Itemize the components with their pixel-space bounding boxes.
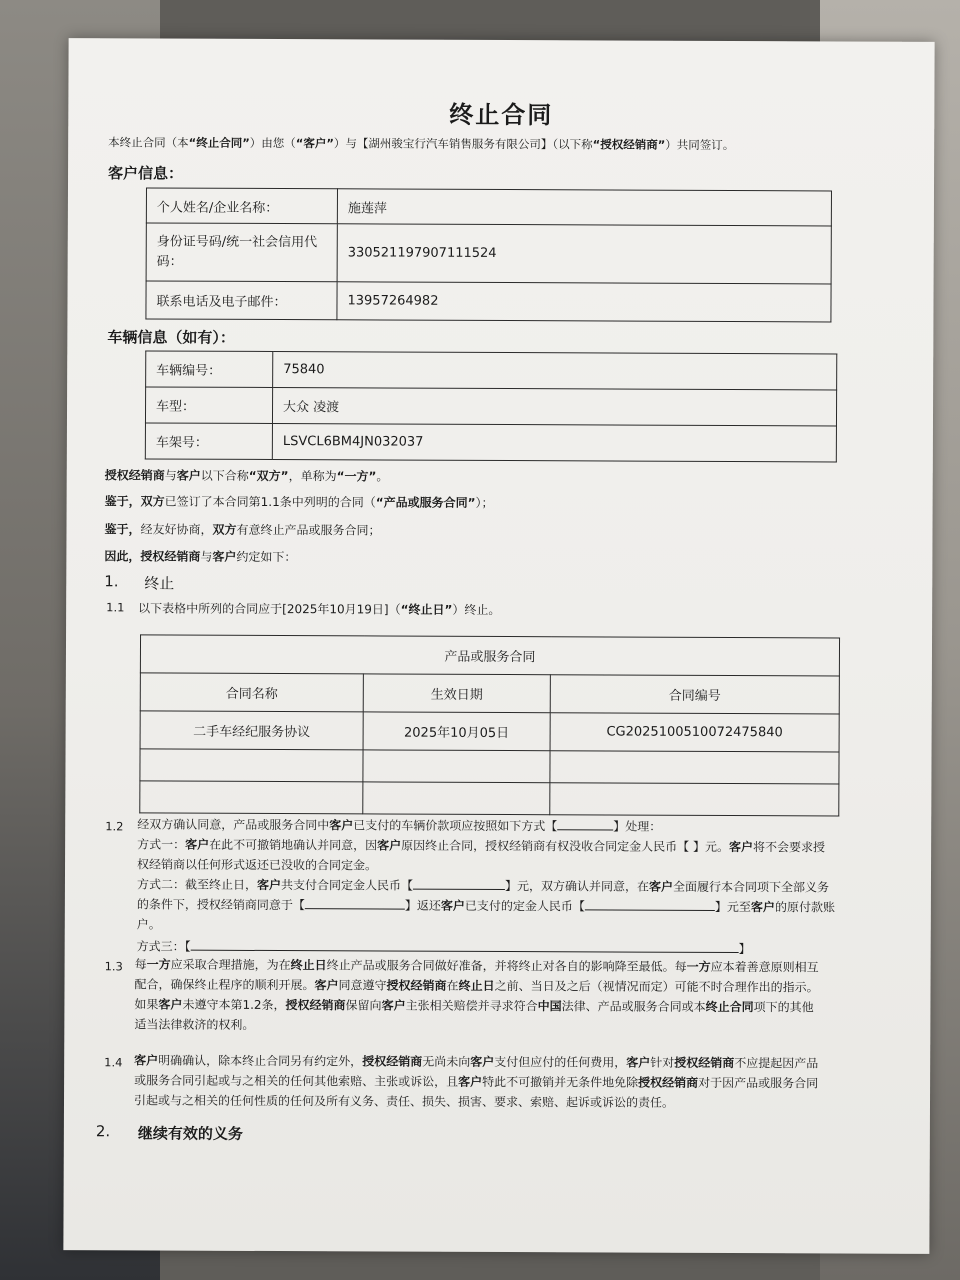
- clause-text: 主张相关赔偿并寻求符合: [405, 998, 538, 1014]
- clause-bold: 客户: [458, 1074, 483, 1089]
- clause-text: 每: [134, 957, 147, 972]
- clause-text: 以下表格中所列的合同应于[2025年10月19日]（: [138, 601, 401, 617]
- clause-text: 】元至: [714, 899, 751, 915]
- recital-text: 经友好协商，: [140, 522, 213, 537]
- recital-text: 约定如下：: [236, 549, 297, 565]
- clause-bold: 客户: [314, 978, 339, 993]
- clause-text: 法律、产品或服务合同或本: [561, 999, 706, 1014]
- clause-text: 经双方确认同意，产品或服务合同中: [137, 817, 330, 833]
- clause-bold: 授权经销商: [638, 1075, 699, 1090]
- customer-name-label: 个人姓名/企业名称：: [146, 188, 337, 224]
- customer-info-table: [145, 187, 832, 322]
- clause-1-1-number: 1.1: [106, 600, 125, 615]
- recital-whereas-2: [104, 520, 380, 538]
- table-row: [145, 423, 836, 462]
- clause-bold: 客户: [470, 1054, 495, 1069]
- clause-1-4-text: [134, 1050, 886, 1113]
- clause-line: 户。: [136, 917, 161, 932]
- recital-parties: [105, 466, 389, 484]
- clause-text: 方式三：【: [136, 939, 191, 954]
- clause-bold: 授权经销商: [362, 1054, 423, 1069]
- clause-bold: 终止合同: [705, 999, 754, 1015]
- cell-contract-number: [550, 751, 839, 784]
- intro-bold: “客户”: [295, 136, 334, 151]
- table-row: [146, 223, 831, 284]
- clause-text: 】: [738, 942, 751, 957]
- customer-name-value: 施莲萍: [337, 189, 831, 226]
- recital-bold: “一方”: [336, 469, 377, 484]
- intro-text: ）由您（: [249, 135, 296, 151]
- table-caption-row: [140, 635, 839, 676]
- table-row: [140, 711, 839, 752]
- recital-bold: 客户: [212, 549, 237, 564]
- clause-1-4-number: 1.4: [104, 1055, 123, 1070]
- column-header-date: 生效日期: [363, 674, 550, 713]
- table-row: [145, 387, 836, 426]
- clause-text: 共支付合同定金人民币【: [280, 878, 414, 893]
- recital-bold: 授权经销商: [104, 468, 165, 483]
- recital-text: 有意终止产品或服务合同；: [236, 522, 381, 538]
- vehicle-model-label: 车型：: [145, 387, 272, 424]
- clause-line: 适当法律救济的权利。: [134, 1017, 255, 1032]
- clause-bold: “终止日”: [400, 602, 453, 617]
- clause-text: 】元，双方确认并同意，在: [504, 879, 650, 894]
- clause-bold: 中国: [537, 999, 562, 1014]
- clause-text: 应本着善意原则相互: [710, 959, 819, 975]
- recital-bold: 双方: [212, 522, 237, 537]
- clause-bold: 一方: [146, 957, 171, 972]
- blank-line: [191, 938, 739, 953]
- column-header-number: 合同编号: [550, 675, 839, 714]
- clause-text: 方式二：截至终止日，: [136, 877, 258, 892]
- recital-bold: “产品或服务合同”: [375, 495, 476, 510]
- clause-text: 将不会要求授: [753, 840, 826, 855]
- clause-text: 明确确认，除本终止合同另有约定外，: [158, 1053, 363, 1069]
- recital-text: 以下合称: [200, 468, 249, 483]
- document-title: 终止合同: [449, 100, 554, 130]
- contract-paper: [63, 38, 934, 1254]
- section-1-number: 1.: [104, 572, 119, 591]
- cell-effective-date: [363, 782, 550, 815]
- recital-bold: “双方”: [248, 468, 289, 484]
- clause-bold: 客户: [329, 818, 354, 833]
- clause-bold: 客户: [377, 838, 402, 853]
- column-header-name: 合同名称: [140, 673, 363, 712]
- clause-bold: 客户: [728, 840, 754, 855]
- recital-text: 。: [376, 469, 389, 484]
- recital-text: 与: [164, 468, 177, 483]
- clause-text: 在此不可撤销地确认并同意，因: [209, 837, 378, 853]
- recital-bold: 鉴于，: [104, 522, 141, 537]
- customer-info-heading: 客户信息：: [108, 164, 184, 183]
- intro-bold: “授权经销商”: [592, 137, 666, 152]
- vehicle-model-value: 大众 凌渡: [272, 388, 836, 426]
- recital-bold: 客户: [176, 468, 201, 483]
- clause-text: 的条件下，授权经销商同意于【: [136, 897, 305, 913]
- clause-line: 权经销商以任何形式返还已没收的合同定金。: [137, 857, 378, 873]
- recital-whereas-1: [105, 492, 494, 511]
- recital-text: ，单称为: [288, 469, 337, 484]
- customer-id-value: 330521197907111524: [337, 224, 831, 284]
- cell-contract-name: [140, 781, 363, 814]
- clause-text: 特此不可撤销并无条件地免除: [482, 1074, 639, 1090]
- clause-1-2-number: 1.2: [105, 819, 124, 834]
- table-row: [146, 188, 831, 226]
- clause-text: 全面履行本合同项下全部义务: [672, 879, 830, 895]
- clause-text: 已支付的定金人民币【: [464, 898, 585, 914]
- clause-text: 方式一：: [137, 837, 186, 852]
- clause-bold: 一方: [686, 959, 711, 974]
- clause-text: 终止产品或服务合同做好准备，并将终止对各自的影响降至最低。每: [326, 958, 687, 974]
- recital-text: 与: [200, 549, 213, 564]
- clause-text: 或服务合同引起或与之相关的任何其他索赔、主张或诉讼，且: [134, 1073, 459, 1089]
- clause-bold: 客户: [750, 900, 775, 915]
- table-header-row: [140, 673, 839, 714]
- clause-bold: 授权经销商: [386, 978, 447, 993]
- blank-line: [585, 897, 715, 911]
- recital-bold: 因此，: [104, 549, 141, 564]
- clause-bold: 客户: [158, 997, 183, 1012]
- clause-text: 在: [446, 978, 459, 993]
- section-1-title: 终止: [144, 574, 175, 593]
- clause-bold: 终止日: [290, 958, 327, 973]
- clause-1-3-text: [134, 954, 886, 1037]
- clause-text: 同意遵守: [338, 978, 387, 993]
- recital-bold: 鉴于，: [104, 494, 141, 509]
- clause-text: 无尚未向: [422, 1054, 471, 1069]
- recital-bold: 授权经销商: [140, 549, 201, 564]
- intro-bold: “终止合同”: [188, 135, 250, 150]
- vehicle-number-value: 75840: [273, 352, 837, 390]
- clause-text: 对于因产品或服务合同: [698, 1075, 819, 1091]
- clause-1-1-text: [138, 599, 500, 618]
- table-row: [140, 781, 839, 816]
- customer-id-label: 身份证号码/统一社会信用代码：: [146, 223, 337, 282]
- clause-text: 支付但应付的任何费用，: [494, 1054, 627, 1070]
- recital-bold: 双方: [140, 494, 165, 509]
- cell-contract-number: [550, 783, 839, 816]
- clause-text: 如果: [134, 997, 159, 1012]
- clause-text: 原因终止合同，授权经销商有权没收合同定金人民币【 】元。: [401, 838, 730, 855]
- clause-bold: 客户: [185, 837, 210, 852]
- clause-bold: 客户: [440, 898, 465, 913]
- clause-text: 未遵守本第1.2条，: [182, 997, 286, 1013]
- recital-text: ）；: [475, 495, 494, 510]
- customer-phone-value: 13957264982: [337, 282, 831, 322]
- cell-effective-date: 2025年10月05日: [363, 712, 550, 751]
- vehicle-info-heading: 车辆信息（如有）：: [107, 328, 235, 347]
- clause-bold: 客户: [626, 1055, 651, 1070]
- clause-bold: 授权经销商: [674, 1055, 735, 1071]
- blank-line: [413, 877, 505, 890]
- table-row: [146, 281, 831, 322]
- intro-paragraph: [108, 134, 734, 153]
- recital-therefore: [104, 547, 296, 565]
- clause-text: 应采取合理措施，为在: [170, 957, 291, 973]
- intro-text: 本终止合同（本: [108, 135, 189, 150]
- clause-line: 引起或与之相关的任何性质的任何及所有义务、责任、损失、损害、要求、索赔、起诉或诉讼的责任。: [133, 1093, 675, 1110]
- vin-label: 车架号：: [145, 423, 272, 460]
- cell-contract-name: [140, 749, 363, 782]
- clause-bold: 客户: [256, 877, 282, 893]
- table-caption: 产品或服务合同: [140, 635, 839, 676]
- clause-text: 针对: [650, 1055, 675, 1070]
- clause-line: [137, 894, 889, 917]
- clause-text: 】处理：: [613, 819, 662, 834]
- clause-text: 的原付款账: [774, 900, 836, 915]
- clause-1-2-text: [137, 814, 890, 959]
- table-row: [146, 351, 837, 390]
- blank-line: [305, 896, 405, 909]
- clause-text: 配合，确保终止程序的顺利开展。: [134, 977, 315, 993]
- clause-text: ）终止。: [452, 602, 501, 618]
- cell-contract-name: 二手车经纪服务协议: [140, 711, 363, 750]
- clause-bold: 终止日: [458, 978, 495, 993]
- vehicle-info-table: [145, 350, 837, 462]
- section-2-number: 2.: [95, 1122, 111, 1141]
- blank-line: [557, 817, 613, 830]
- clause-bold: 授权经销商: [285, 998, 346, 1013]
- clause-text: 不应提起因产品: [734, 1056, 819, 1071]
- vin-value: LSVCL6BM4JN032037: [272, 424, 836, 462]
- clause-text: 保留向: [345, 998, 382, 1013]
- section-2-title: 继续有效的义务: [137, 1124, 243, 1143]
- contract-list-table: [139, 634, 840, 816]
- customer-phone-label: 联系电话及电子邮件：: [146, 281, 337, 320]
- intro-text: ）共同签订。: [665, 137, 735, 153]
- clause-bold: 客户: [648, 879, 674, 894]
- clause-bold: 客户: [134, 1053, 159, 1068]
- clause-text: 项下的其他: [753, 1000, 814, 1015]
- clause-1-3-number: 1.3: [104, 959, 123, 974]
- clause-text: 】返还: [404, 898, 441, 913]
- clause-text: 之前、当日及之后（视情况而定）可能不时合理作出的指示。: [494, 978, 819, 995]
- cell-effective-date: [363, 750, 550, 783]
- table-row: [140, 749, 839, 784]
- recital-text: 已签订了本合同第1.1条中列明的合同（: [164, 494, 376, 510]
- intro-text: ）与【湖州骏宝行汽车销售服务有限公司】（以下称: [333, 136, 593, 152]
- clause-text: 已支付的车辆价款项应按照如下方式【: [353, 818, 558, 834]
- cell-contract-number: CG2025100510072475840: [550, 713, 839, 752]
- clause-bold: 客户: [381, 998, 406, 1013]
- vehicle-number-label: 车辆编号：: [146, 351, 273, 388]
